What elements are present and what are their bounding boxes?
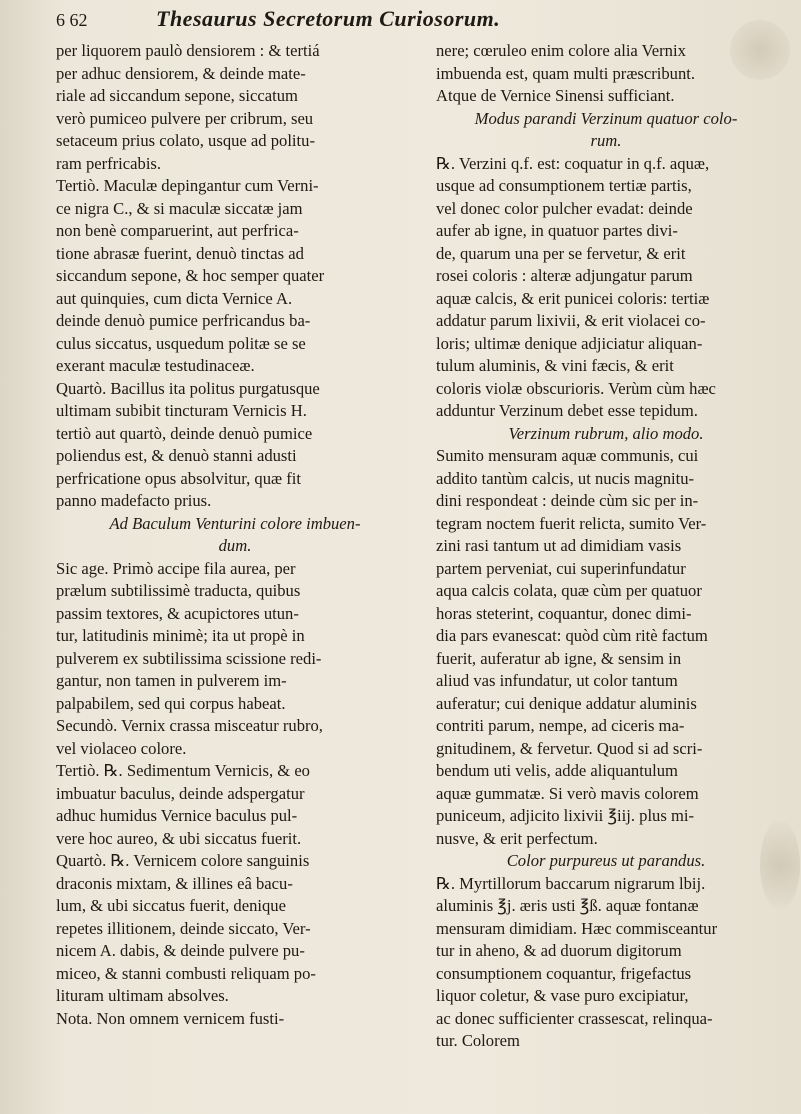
text-line: vel violaceo colore. (56, 738, 187, 758)
text-line: non benè comparuerint, aut perfrica- (56, 221, 299, 240)
text-line: tegram noctem fuerit relicta, sumito Ver- (436, 513, 707, 533)
running-header (56, 6, 776, 38)
text-line: pulverem ex subtilissima scissione redi- (56, 648, 322, 668)
page-number: 6 62 (56, 10, 88, 30)
text-line: ultimam subibit tincturam Vernicis H. (56, 401, 307, 420)
text-line: Secundò. Vernix crassa misceatur rubro, (56, 716, 323, 735)
text-line: consumptionem coquantur, frigefactus (436, 963, 692, 983)
text-line: siccandum sepone, & hoc semper quater (56, 266, 325, 285)
text-line: auferatur; cui denique addatur aluminis (436, 693, 697, 713)
running-title: Thesaurus Secretorum Curiosorum. (156, 6, 501, 31)
text-line: addito tantùm calcis, ut nucis magnitu- (436, 468, 695, 488)
text-line: Sic age. Primò accipe fila aurea, per (56, 558, 296, 578)
text-line: ram perfricabis. (56, 153, 162, 173)
text-line: nusve, & erit perfectum. (436, 828, 598, 848)
text-line: ℞. Verzini q.f. est: coquatur in q.f. aquæ, (436, 153, 710, 173)
text-line: riale ad siccandum sepone, siccatum (56, 86, 298, 105)
text-line: culus siccatus, usquedum politæ se se (56, 333, 306, 353)
text-line: zini rasi tantum ut ad dimidiam vasis (436, 536, 682, 555)
text-line: lituram ultimam absolves. (56, 986, 229, 1005)
text-line: gnitudinem, & fervetur. Quod si ad scri- (436, 738, 703, 758)
text-line: aluminis ℥j. æris usti ℥ß. aquæ fontanæ (436, 896, 699, 915)
text-line: bendum uti velis, adde aliquantulum (436, 761, 678, 780)
text-line: dini respondeat : deinde cùm sic per in- (436, 491, 699, 510)
text-line: fuerit, auferatur ab igne, & sensim in (436, 648, 682, 668)
text-line: imbuatur baculus, deinde adspergatur (56, 783, 305, 803)
text-line: tur. Colorem (436, 1031, 520, 1050)
text-line: de, quarum una per se fervetur, & erit (436, 243, 686, 263)
text-line: Quartò. ℞. Vernicem colore sanguinis (56, 851, 310, 870)
text-line: Quartò. Bacillus ita politus purgatusque (56, 378, 320, 398)
text-line: lum, & ubi siccatus fuerit, denique (56, 896, 286, 915)
text-line: ce nigra C., & si maculæ siccatæ jam (56, 198, 303, 218)
text-line: draconis mixtam, & illines eâ bacu- (56, 873, 293, 893)
text-line: tione abrasæ fuerint, denuò tinctas ad (56, 243, 304, 263)
text-line: loris; ultimæ denique adjiciatur aliquan- (436, 333, 703, 353)
text-line: palpabilem, sed qui corpus habeat. (56, 693, 286, 713)
text-line: perfricatione opus absolvitur, quæ fit (56, 468, 301, 488)
text-line: aquæ calcis, & erit punicei coloris: tertiæ (436, 288, 710, 308)
text-line: deinde denuò pumice perfricandus ba- (56, 311, 311, 330)
section-heading: rum. (590, 131, 622, 150)
text-line: vere hoc aureo, & ubi siccatus fuerit. (56, 828, 302, 848)
text-line: addatur parum lixivii, & erit violacei co- (436, 311, 706, 330)
text-line: contriti parum, nempe, ad ciceris ma- (436, 716, 685, 735)
text-line: Sumito mensuram aquæ communis, cui (436, 446, 699, 465)
text-line: aufer ab igne, in quatuor partes divi- (436, 221, 678, 240)
text-line: miceo, & stanni combusti reliquam po- (56, 963, 316, 983)
text-line: coloris violæ obscurioris. Verùm cùm hæc (436, 378, 716, 398)
text-line: dia pars evanescat: quòd cùm ritè factum (436, 626, 708, 645)
text-line: tulum aluminis, & vini fæcis, & erit (436, 356, 674, 375)
text-line: imbuenda est, quam multi præscribunt. (436, 63, 696, 83)
text-line: nere; cœruleo enim colore alia Vernix (436, 41, 686, 60)
text-line: adhuc humidus Vernice baculus pul- (56, 806, 298, 825)
text-line: aqua calcis colata, quæ cùm per quatuor (436, 581, 702, 600)
section-heading: Modus parandi Verzinum quatuor colo- (474, 108, 738, 128)
text-line: aut quinquies, cum dicta Vernice A. (56, 288, 293, 308)
text-line: exerant maculæ testudinaceæ. (56, 356, 255, 375)
text-line: tur in aheno, & ad duorum digitorum (436, 941, 682, 960)
right-column (436, 40, 776, 1053)
text-line: Tertiò. Maculæ depingantur cum Verni- (56, 176, 319, 195)
left-column (56, 40, 414, 1030)
text-line: vel donec color pulcher evadat: deinde (436, 198, 693, 218)
text-line: verò pumiceo pulvere per cribrum, seu (56, 108, 314, 128)
text-line: Tertiò. ℞. Sedimentum Vernicis, & eo (56, 761, 310, 780)
text-line: liquor coletur, & vase puro excipiatur, (436, 986, 689, 1005)
text-line: panno madefacto prius. (56, 491, 212, 510)
text-line: gantur, non tamen in pulverem im- (56, 671, 287, 690)
text-line: poliendus est, & denuò stanni adusti (56, 446, 297, 465)
text-line: passim textores, & acupictores utun- (56, 603, 299, 623)
text-line: ℞. Myrtillorum baccarum nigrarum lbij. (436, 873, 706, 893)
text-line: partem perveniat, cui superinfundatur (436, 558, 686, 578)
text-line: prælum subtilissimè traducta, quibus (56, 581, 301, 600)
text-line: setaceum prius colato, usque ad politu- (56, 131, 315, 150)
text-line: tertiò aut quartò, deinde denuò pumice (56, 423, 313, 443)
section-heading: dum. (218, 536, 252, 555)
section-heading: Color purpureus ut parandus. (506, 851, 706, 870)
section-heading: Ad Baculum Venturini colore imbuen- (109, 513, 361, 533)
text-line: ac donec sufficienter crassescat, relinqua- (436, 1008, 713, 1028)
text-line: mensuram dimidiam. Hæc commisceantur (436, 918, 718, 938)
text-line: adduntur Verzinum debet esse tepidum. (436, 401, 698, 420)
text-line: aquæ gummatæ. Si verò mavis colorem (436, 783, 699, 803)
text-line: puniceum, adjicito lixivii ℥iij. plus mi- (436, 806, 695, 825)
text-line: tur, latitudinis minimè; ita ut propè in (56, 626, 305, 645)
text-line: aliud vas infundatur, ut color tantum (436, 671, 678, 690)
text-line: repetes illitionem, deinde siccato, Ver- (56, 918, 311, 938)
text-line: usque ad consumptionem tertiæ partis, (436, 176, 692, 195)
text-line: Nota. Non omnem vernicem fusti- (56, 1008, 285, 1028)
text-line: per adhuc densiorem, & deinde mate- (56, 63, 306, 83)
text-line: rosei coloris : alteræ adjungatur parum (436, 266, 693, 285)
text-line: horas steterint, coquantur, donec dimi- (436, 603, 692, 623)
section-heading: Verzinum rubrum, alio modo. (508, 423, 704, 443)
text-line: per liquorem paulò densiorem : & tertiá (56, 41, 320, 60)
text-line: Atque de Vernice Sinensi sufficiant. (436, 86, 675, 105)
text-line: nicem A. dabis, & deinde pulvere pu- (56, 941, 305, 960)
